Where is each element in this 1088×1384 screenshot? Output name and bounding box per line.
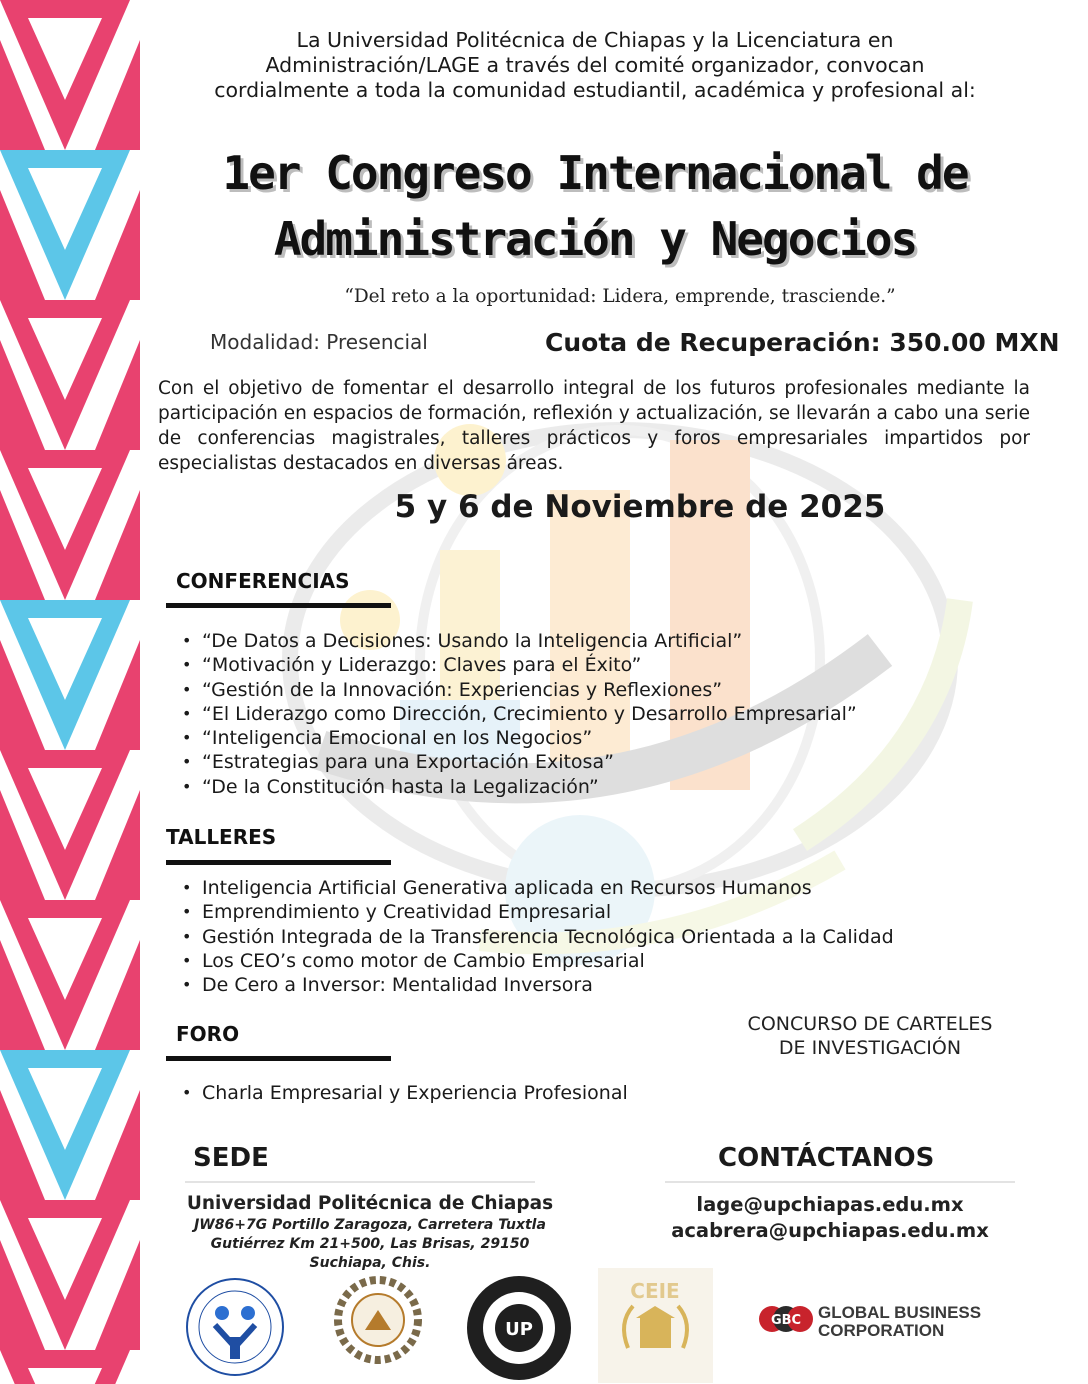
lage-emblem-logo bbox=[180, 1275, 290, 1380]
pattern-triangle-inner bbox=[28, 1368, 102, 1384]
gbc-mark-text: GBC bbox=[770, 1313, 802, 1328]
taller-item: • Los CEO’s como motor de Cambio Empresarial bbox=[176, 949, 1036, 973]
foro-list bbox=[176, 1081, 776, 1105]
gbc-line-1: GLOBAL BUSINESS bbox=[818, 1303, 982, 1322]
taller-item: • De Cero a Inversor: Mentalidad Inversora bbox=[176, 973, 1036, 997]
talleres-rule bbox=[166, 860, 391, 865]
foro-item: • Charla Empresarial y Experiencia Profesional bbox=[176, 1081, 776, 1105]
foro-heading: FORO bbox=[176, 1022, 240, 1046]
conferencia-item: • “Gestión de la Innovación: Experiencias y Reflexiones” bbox=[176, 678, 1036, 702]
objective-paragraph: Con el objetivo de fomentar el desarrollo integral de los futuros profesionales mediante la participación en espacios de formación, reflexión y actualización, se llevarán a cabo una serie de conferencias magistrales, talleres prácticos y foros empresariales impartidos por especialistas destacados en diversas áreas. bbox=[158, 378, 1030, 474]
talleres-heading: TALLERES bbox=[166, 825, 277, 849]
email-link-lage[interactable]: lage@upchiapas.edu.mx bbox=[696, 1193, 964, 1216]
slogan: “Del reto a la oportunidad: Lidera, emprende, trasciende.” bbox=[344, 286, 896, 307]
contacto-divider bbox=[665, 1181, 1015, 1183]
conferencias-heading: CONFERENCIAS bbox=[176, 569, 350, 593]
event-date: 5 y 6 de Noviembre de 2025 bbox=[394, 489, 886, 525]
conferencia-item: • “Inteligencia Emocional en los Negocios” bbox=[176, 726, 1036, 750]
conferencia-item: • “Motivación y Liderazgo: Claves para el Éxito” bbox=[176, 653, 1036, 677]
gbc-line-2: CORPORATION bbox=[818, 1321, 945, 1340]
sede-address: JW86+7G Portillo Zaragoza, Carretera Tuxtla Gutiérrez Km 21+500, Las Brisas, 29150 Suchiapa, Chis. bbox=[194, 1217, 546, 1271]
side-pattern-decoration bbox=[0, 0, 140, 1384]
up-mark-text: UP bbox=[505, 1319, 533, 1340]
gbc-mark-icon bbox=[758, 1297, 814, 1341]
ceie-text: CEIE bbox=[630, 1279, 680, 1303]
talleres-list bbox=[176, 876, 1036, 997]
licenciatura-administracion-logo bbox=[333, 1270, 423, 1370]
gbc-logo-text bbox=[818, 1304, 981, 1340]
concurso-line-1: CONCURSO DE CARTELES bbox=[747, 1013, 993, 1035]
upchiapas-logo bbox=[462, 1273, 577, 1383]
sede-heading: SEDE bbox=[193, 1143, 269, 1173]
concurso-line-2: DE INVESTIGACIÓN bbox=[778, 1037, 962, 1059]
taller-item: • Inteligencia Artificial Generativa aplicada en Recursos Humanos bbox=[176, 876, 1036, 900]
conferencias-rule bbox=[166, 603, 391, 608]
concurso-label bbox=[720, 1012, 1020, 1060]
intro-text bbox=[160, 28, 1030, 103]
intro-line-2: Administración/LAGE a través del comité organizador, convocan bbox=[265, 53, 925, 77]
email-link-acabrera[interactable]: acabrera@upchiapas.edu.mx bbox=[671, 1219, 989, 1242]
conferencias-list bbox=[176, 629, 1036, 799]
intro-line-1: La Universidad Politécnica de Chiapas y la Licenciatura en bbox=[296, 28, 894, 52]
modalidad-label: Modalidad: Presencial bbox=[210, 330, 428, 354]
title-line-2: Administración y Negocios bbox=[273, 212, 917, 266]
conferencia-item: • “Estrategias para una Exportación Exitosa” bbox=[176, 750, 1036, 774]
cuota-label: Cuota de Recuperación: 350.00 MXN bbox=[545, 328, 1060, 357]
conferencia-item: • “De la Constitución hasta la Legalización” bbox=[176, 775, 1036, 799]
sede-name: Universidad Politécnica de Chiapas bbox=[186, 1193, 554, 1214]
contacto-heading: CONTÁCTANOS bbox=[718, 1143, 935, 1173]
taller-item: • Gestión Integrada de la Transferencia Tecnológica Orientada a la Calidad bbox=[176, 925, 1036, 949]
intro-line-3: cordialmente a toda la comunidad estudiantil, académica y profesional al: bbox=[214, 78, 976, 102]
event-title bbox=[150, 140, 1040, 272]
title-line-1: 1er Congreso Internacional de bbox=[222, 146, 968, 200]
conferencia-item: • “El Liderazgo como Dirección, Crecimiento y Desarrollo Empresarial” bbox=[176, 702, 1036, 726]
conferencia-item: • “De Datos a Decisiones: Usando la Inteligencia Artificial” bbox=[176, 629, 1036, 653]
sede-divider bbox=[185, 1181, 535, 1183]
ceie-logo bbox=[598, 1268, 713, 1383]
foro-rule bbox=[166, 1056, 391, 1061]
taller-item: • Emprendimiento y Creatividad Empresarial bbox=[176, 900, 1036, 924]
